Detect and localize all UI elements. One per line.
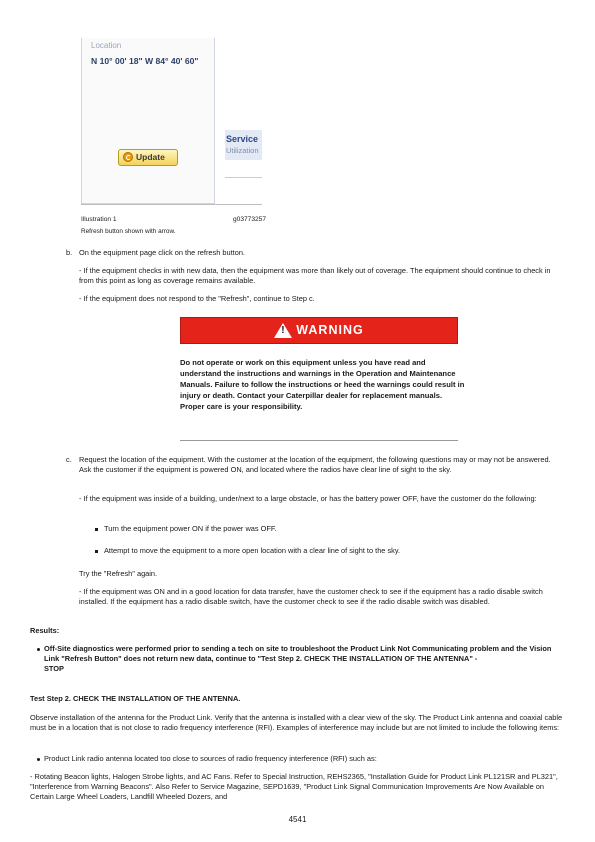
update-button[interactable] bbox=[118, 149, 178, 166]
caption-subtitle: Refresh button shown with arrow. bbox=[81, 228, 176, 235]
warning-banner bbox=[180, 317, 458, 344]
warning-text: Do not operate or work on this equipment unless you have read and understand the instructions and warnings in the Operation and Maintenance Manuals. Failure to follow the instructions or heed the warnings could result in injury or death. Contact your Caterpillar dealer for replacement manuals. Proper care is your responsibility. bbox=[180, 358, 465, 411]
bullet-marker bbox=[95, 528, 98, 531]
step-b-para1: - If the equipment checks in with new data, then the equipment was more than likely out of coverage. The equipment should continue to check in from this point as long as coverage remains available. bbox=[79, 266, 551, 285]
refresh-icon bbox=[123, 152, 133, 162]
caption-code: g03773257 bbox=[232, 216, 266, 223]
results-heading: Results: bbox=[30, 626, 60, 635]
step-c-text: Request the location of the equipment. With the customer at the location of the equipment, the following questions may or may not be answered. Ask the customer if the equipment is powered ON, and located where the radios have clear line of sight to the sky. bbox=[79, 455, 551, 474]
step2-bullet: Product Link radio antenna located too close to sources of radio frequency interference (RFI) such as: bbox=[44, 754, 377, 763]
location-value: N 10° 00' 18" W 84° 40' 60" bbox=[91, 56, 199, 66]
step2-paragraph: Observe installation of the antenna for the Product Link. Verify that the antenna is installed with a clear view of the sky. The Product Link antenna and coaxial cable must be in a location that is not close to radio frequency interference (RFI). Examples of interference may include but are not limited to include the following items: bbox=[30, 713, 563, 732]
page-number: 4541 bbox=[288, 815, 307, 824]
service-title: Service bbox=[226, 134, 259, 144]
warning-triangle-icon: ! bbox=[274, 323, 292, 338]
step-b-marker: b. bbox=[66, 248, 73, 257]
step-c-marker: c. bbox=[66, 455, 72, 464]
step-c-para1: - If the equipment was inside of a building, under/next to a large obstacle, or has the battery power OFF, have the customer do the following: bbox=[79, 494, 537, 503]
warning-divider bbox=[180, 440, 458, 441]
step-b-para2: - If the equipment does not respond to the "Refresh", continue to Step c. bbox=[79, 294, 315, 303]
results-stop: STOP bbox=[44, 664, 64, 673]
step-c-bullet-2: Attempt to move the equipment to a more open location with a clear line of sight to the sky. bbox=[104, 546, 401, 555]
bullet-marker bbox=[37, 648, 40, 651]
illustration-screenshot bbox=[81, 38, 262, 206]
bullet-marker bbox=[95, 550, 98, 553]
service-panel bbox=[225, 130, 262, 160]
results-item-text: Off-Site diagnostics were performed prior to sending a tech on site to troubleshoot the Product Link Not Communicating problem and the Vision Link "Refresh Button" does not return new data, continue to "Test Step 2. CHECK THE INSTALLATION OF THE ANTENNA" - bbox=[44, 644, 552, 663]
step2-paragraph-2: - Rotating Beacon lights, Halogen Strobe lights, and AC Fans. Refer to Special Instruction, REHS2365, "Installation Guide for Product Link PL121SR and PL321", "Interference from Warning Beacons". Also Refer to Service Magazine, SEPD1639, "Product Link Signal Communication Improvements Are Now Available on Certain Large Wheel Loaders, Landfill Wheeled Dozers, and bbox=[30, 772, 558, 801]
results-item bbox=[44, 644, 554, 674]
service-subtitle: Utilization bbox=[226, 146, 259, 155]
step-c-bullet-1: Turn the equipment power ON if the power was OFF. bbox=[104, 524, 277, 533]
illustration-divider bbox=[225, 177, 262, 178]
location-label: Location bbox=[91, 41, 122, 50]
warning-heading: WARNING bbox=[296, 323, 364, 337]
update-button-label: Update bbox=[136, 152, 165, 162]
step-c-try-again: Try the "Refresh" again. bbox=[79, 569, 158, 578]
step-b-text: On the equipment page click on the refresh button. bbox=[79, 248, 245, 257]
step2-heading: Test Step 2. CHECK THE INSTALLATION OF THE ANTENNA. bbox=[30, 694, 241, 703]
caption-title: Illustration 1 bbox=[81, 216, 117, 223]
bullet-marker bbox=[37, 758, 40, 761]
step-c-para2: - If the equipment was ON and in a good location for data transfer, have the customer check to see if the equipment has a radio disable switch installed. If the equipment has a radio disable switch, have the customer check to see if the radio disable switch was disabled. bbox=[79, 587, 543, 606]
illustration-bottom-rule bbox=[81, 204, 262, 205]
location-panel bbox=[81, 38, 215, 204]
